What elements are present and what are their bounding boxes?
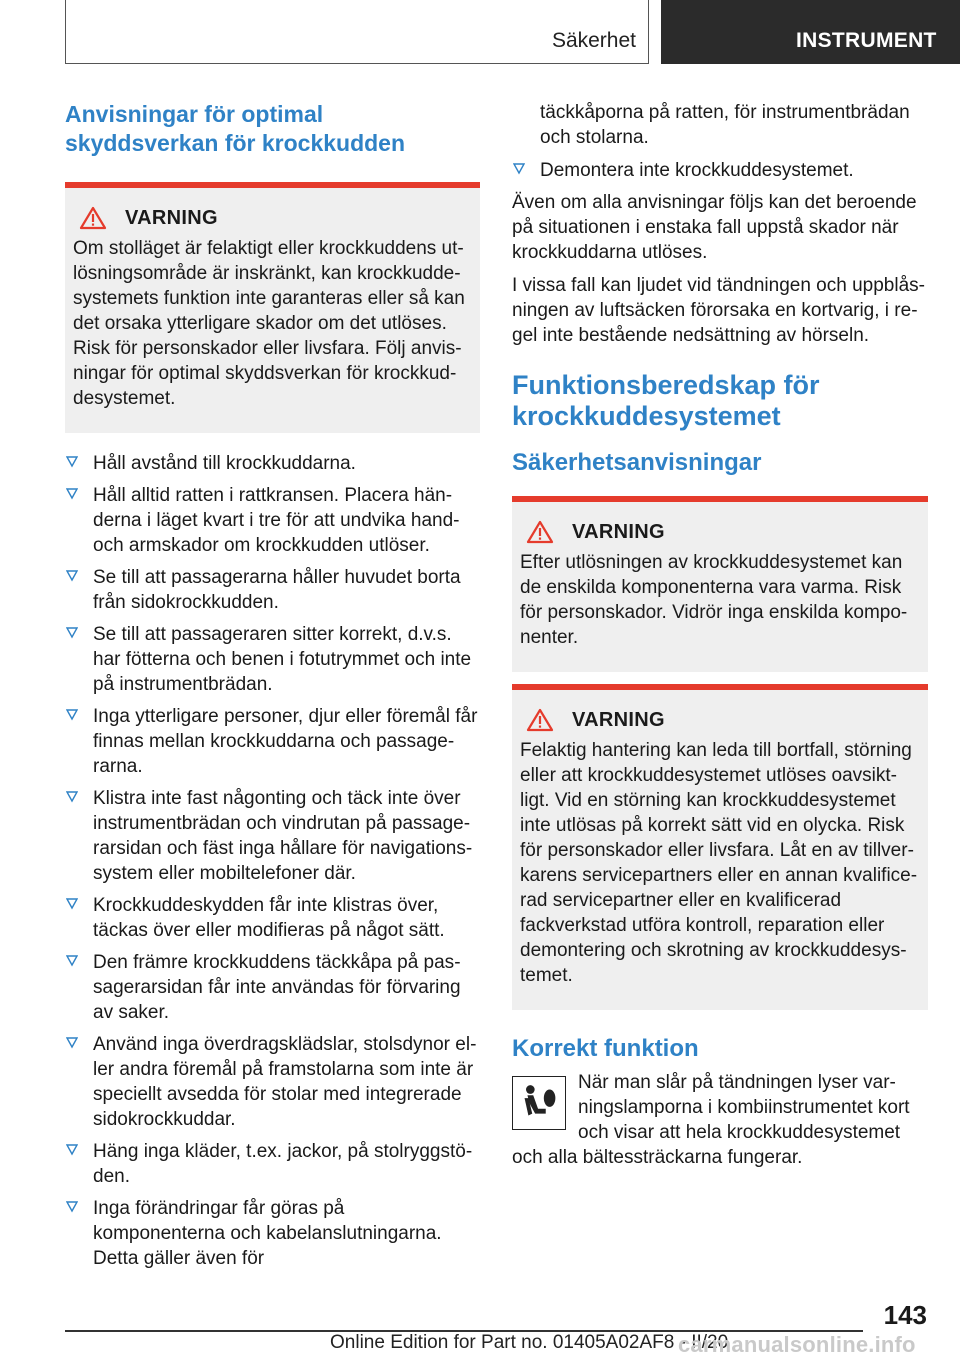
chapter-heading-readiness: Funktionsberedskap för krockkuddesystemet [512, 370, 820, 431]
warning-triangle-icon [79, 206, 107, 230]
list-item [65, 483, 480, 558]
warning-triangle-icon [526, 708, 554, 732]
right-bullet-list [512, 158, 928, 183]
list-item-text: Se till att passageraren sitter korrekt, d.v.s. har fötterna och benen i fotutrymmet och inte på instrumentbrädan. [93, 624, 472, 695]
bullet-triangle-icon [66, 488, 78, 500]
bullet-triangle-icon [66, 1144, 78, 1156]
list-item [65, 704, 480, 779]
list-item [65, 950, 480, 1025]
warning-text: Efter utlösningen av krockkuddesystemet kan de enskilda komponenterna vara varma. Risk för personskador. Vidrör inga enskilda komponenter. [520, 552, 908, 648]
list-item-text: Se till att passagerarna håller huvudet borta från sidokrockkudden. [93, 567, 461, 613]
list-item [65, 1032, 480, 1132]
watermark-text: carmanualsonline.info [678, 1332, 916, 1357]
list-item-text: Klistra inte fast någonting och täck inte över instrumentbrädan och vindrutan på passagerarsidan och fäst inga hållare för navigationssystem eller mobiltelefoner där. [93, 788, 473, 884]
list-item-text: Den främre krockkuddens täckkåpa på passagerarsidan får inte användas för förvaring av saker. [93, 952, 461, 1023]
warning-header [73, 206, 472, 230]
bullet-triangle-icon [66, 456, 78, 468]
bullet-triangle-icon [66, 627, 78, 639]
right-column [512, 100, 928, 1178]
paragraph: I vissa fall kan ljudet vid tändningen och uppblåsningen av luftsäcken förorsaka en kortvarig, i regel inte bestående nedsättning av hörseln. [512, 275, 925, 346]
list-item-text: Använd inga överdragsklädslar, stolsdynor eller andra föremål på framstolarna som inte är speciellt avsedda för stolar med integrerade sidokrockkuddar. [93, 1034, 477, 1130]
list-item-text: Häng inga kläder, t.ex. jackor, på stolryggstöden. [93, 1141, 473, 1187]
warning-title: VARNING [125, 206, 218, 229]
warning-text: Felaktig hantering kan leda till bortfall, störning eller att krockkuddesystemet utlöses oavsiktligt. Vid en störning kan krockkuddesystemet inte utlösas på korrekt sätt vid en olycka. Risk för personskador eller livsfara. Låt en av tillverkarens servicepartners eller en annan kvalificerad servicepartner eller en kvalificerad fackverkstad utföra kontroll, reparation eller demontering och skrotning av krockkuddesystemet. [520, 740, 918, 986]
list-item-text: Inga ytterligare personer, djur eller föremål får finnas mellan krockkuddarna och passagerarna. [93, 706, 478, 777]
correct-function-block [512, 1070, 928, 1170]
header-chapter-tab[interactable] [661, 0, 960, 64]
list-item-text: Krockkuddeskydden får inte klistras över, täckas över eller modifieras på något sätt. [93, 895, 445, 941]
bullet-triangle-icon [513, 163, 525, 175]
footer-edition-text: Online Edition for Part no. 01405A02AF8 - II/20 [330, 1332, 729, 1353]
section-heading-optimal-protection: Anvisningar för optimal skyddsverkan för krockkudden [65, 101, 406, 156]
list-item [65, 622, 480, 697]
header-chapter-label: INSTRUMENT [796, 29, 937, 52]
warning-title: VARNING [572, 520, 665, 543]
warning-triangle-icon [526, 520, 554, 544]
bullet-triangle-icon [66, 898, 78, 910]
continued-bullet-text: täckkåporna på ratten, för instrumentbrädan och stolarna. [540, 102, 910, 148]
list-item [65, 1196, 480, 1271]
warning-header [520, 708, 920, 732]
list-item-text: Demontera inte krockkuddesystemet. [540, 160, 854, 181]
list-item [65, 893, 480, 943]
list-item [65, 451, 480, 476]
header-section-box [65, 0, 649, 64]
bullet-triangle-icon [66, 570, 78, 582]
airbag-warning-lamp-icon [512, 1076, 566, 1130]
bullet-triangle-icon [66, 1201, 78, 1213]
left-bullet-list [65, 451, 480, 1271]
warning-header [520, 520, 920, 544]
left-column [65, 100, 480, 1278]
warning-text: Om stolläget är felaktigt eller krockkuddens utlösningsområde är inskränkt, kan krockkuddesystemets funktion inte garanteras eller så kan det orsaka ytterligare skador om det utlöses. Risk för personskador eller livsfara. Följ anvisningar för optimal skyddsverkan för krockkuddesystemet. [73, 238, 465, 409]
warning-title: VARNING [572, 708, 665, 731]
list-item [65, 1139, 480, 1189]
correct-function-text: När man slår på tändningen lyser varningslamporna i kombiinstrumentet kort och visar att hela krockkuddesystemet och alla bältessträckarna fungerar. [512, 1072, 910, 1168]
list-item-text: Inga förändringar får göras på komponenterna och kabelanslutningarna. Detta gäller även för [93, 1198, 442, 1269]
header-section-title: Säkerhet [551, 29, 636, 52]
bullet-triangle-icon [66, 709, 78, 721]
page-number: 143 [883, 1300, 927, 1330]
list-item [65, 565, 480, 615]
list-item [65, 786, 480, 886]
bullet-triangle-icon [66, 1037, 78, 1049]
subheading-safety-instructions: Säkerhetsanvisningar [512, 449, 762, 476]
bullet-triangle-icon [66, 791, 78, 803]
paragraph: Även om alla anvisningar följs kan det beroende på situationen i enstaka fall uppstå skador när krockkuddarna utlöses. [512, 192, 917, 263]
subheading-correct-function: Korrekt funktion [512, 1035, 699, 1062]
list-item [512, 158, 928, 183]
warning-box [512, 496, 928, 672]
list-item-text: Håll alltid ratten i rattkransen. Placera händerna i läget kvart i tre för att undvika hand- och armskador om krockkudden utlöser. [93, 485, 460, 556]
warning-box [65, 182, 480, 433]
warning-box [512, 684, 928, 1010]
bullet-triangle-icon [66, 955, 78, 967]
list-item-text: Håll avstånd till krockkuddarna. [93, 453, 356, 474]
